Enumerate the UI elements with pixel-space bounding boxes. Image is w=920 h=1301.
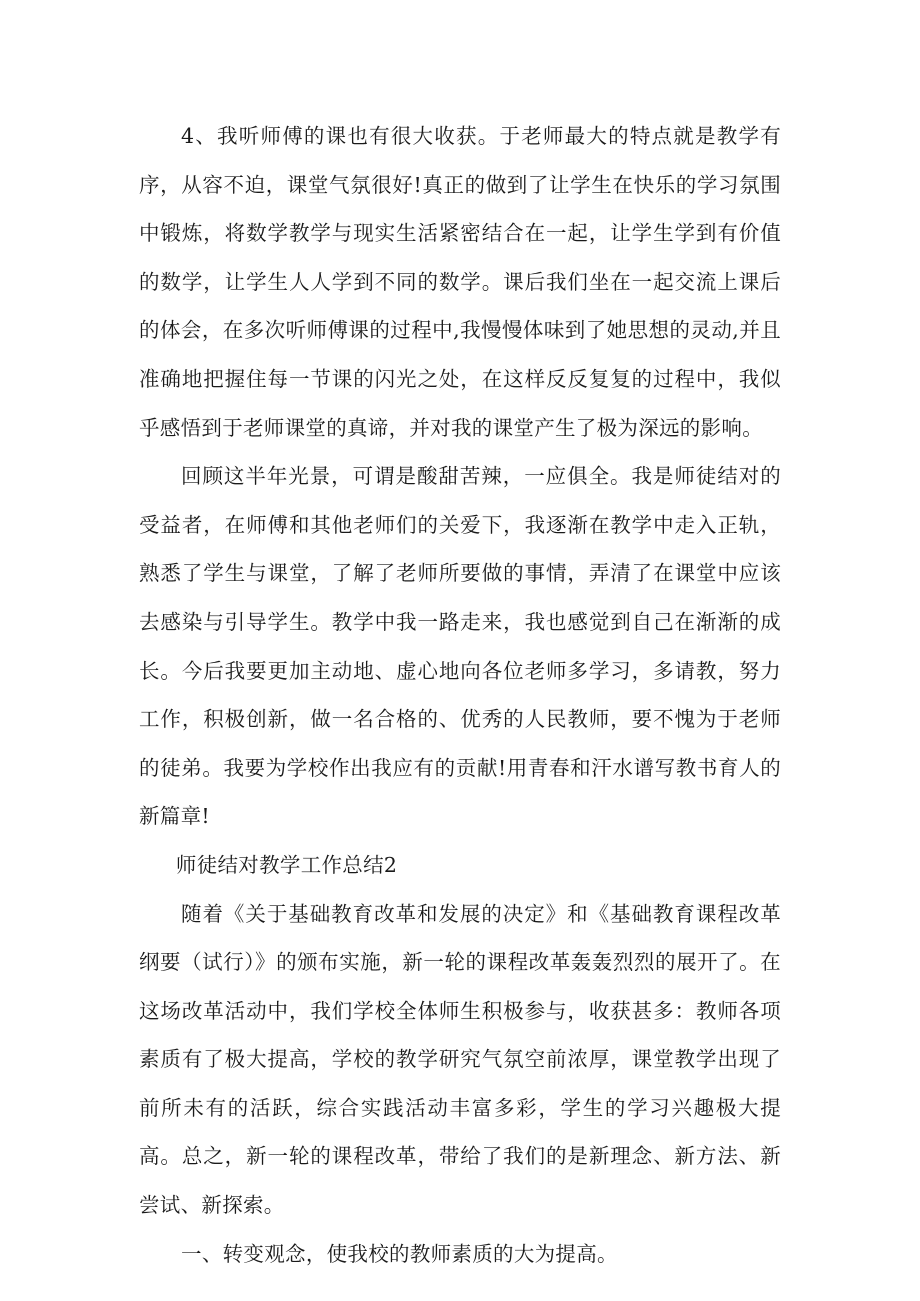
- paragraph-half-year-review: 回顾这半年光景，可谓是酸甜苦辣，一应俱全。我是师徒结对的受益者，在师傅和其他老师们的关爱下，我逐渐在教学中走入正轨，熟悉了学生与课堂，了解了老师所要做的事情，弄清了在课堂中应该去感染与引导学生。教学中我一路走来，我也感觉到自己在渐渐的成长。今后我要更加主动地、虚心地向各位老师多学习，多请教，努力工作，积极创新，做一名合格的、优秀的人民教师，要不愧为于老师的徒弟。我要为学校作出我应有的贡献!用青春和汗水谱写教书育人的新篇章!: [139, 464, 781, 829]
- document-body: [139, 112, 781, 1278]
- paragraph-learning-from-mentor: 4、我听师傅的课也有很大收获。于老师最大的特点就是教学有序，从容不迫，课堂气氛很好!真正的做到了让学生在快乐的学习氛围中锻炼，将数学教学与现实生活紧密结合在一起，让学生学到有价值的数学，让学生人人学到不同的数学。课后我们坐在一起交流上课后的体会，在多次听师傅课的过程中,我慢慢体味到了她思想的灵动,并且准确地把握住每一节课的闪光之处，在这样反反复复的过程中，我似乎感悟到于老师课堂的真谛，并对我的课堂产生了极为深远的影响。: [139, 124, 781, 440]
- paragraph-point-one: 一、转变观念，使我校的教师素质的大为提高。: [181, 1241, 618, 1266]
- section-heading-summary-2: 师徒结对教学工作总结2: [175, 852, 398, 877]
- paragraph-curriculum-reform: 随着《关于基础教育改革和发展的决定》和《基础教育课程改革纲要（试行）》的颁布实施，新一轮的课程改革轰轰烈烈的展开了。在这场改革活动中，我们学校全体师生积极参与，收获甚多：教师各项素质有了极大提高，学校的教学研究气氛空前浓厚，课堂教学出现了前所未有的活跃，综合实践活动丰富多彩，学生的学习兴趣极大提高。总之，新一轮的课程改革，带给了我们的是新理念、新方法、新尝试、新探索。: [139, 901, 781, 1218]
